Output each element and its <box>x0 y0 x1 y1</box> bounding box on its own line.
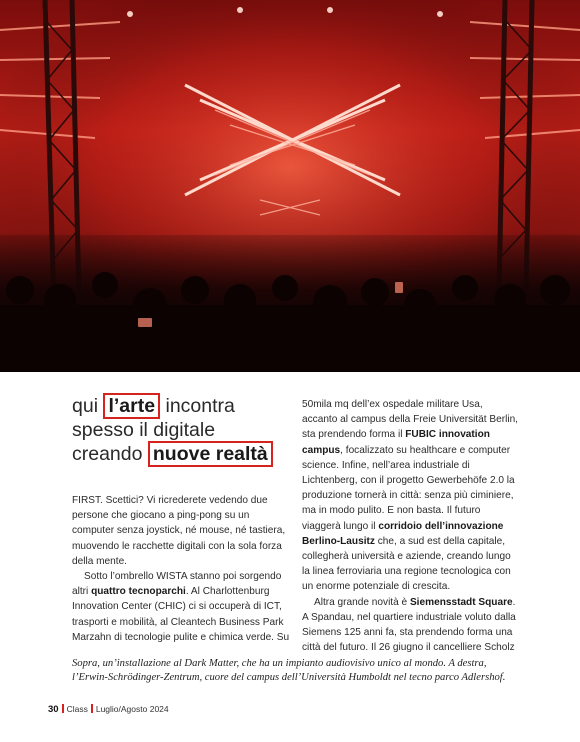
text-line: FIRST. Scettici? Vi ricrederete vedendo due <box>72 495 268 506</box>
text-line: Siemens 125 anni fa, sta prendendo forma una <box>302 627 513 639</box>
text-run: . <box>512 596 516 608</box>
bold-keyword: corridoio dell’innovazione <box>378 520 504 532</box>
pull-quote-text: incontra <box>160 395 235 417</box>
text-line: A Spandau, nel quartiere industriale voluto dalla <box>302 611 516 623</box>
text-line: la linea ferroviaria una regione tecnologica con <box>302 566 511 578</box>
text-line: della mente. <box>72 555 127 567</box>
text-line: computer senza joystick, né mouse, né tastiera, <box>72 525 286 537</box>
text-line: produzione tornerà in città: senza più ciminiere, <box>302 490 514 502</box>
paragraph <box>302 397 524 595</box>
paragraph <box>302 595 524 656</box>
text-run: . Al Charlottenburg <box>185 586 270 598</box>
text-run: che, a sud est della capitale, <box>374 535 506 547</box>
bold-keyword: Siemensstadt Square <box>409 596 513 608</box>
pull-quote-highlight: l’arte <box>103 393 160 419</box>
divider <box>62 704 64 713</box>
text-line: science. Infine, nell’area industriale di <box>302 459 470 471</box>
text-line: persone che giocano a ping-pong su un <box>72 510 250 522</box>
bold-keyword: FUBIC innovation <box>405 429 490 441</box>
bold-keyword: quattro tecnoparchi <box>91 586 186 598</box>
text-line: accanto al campus della Freie Universität Berlin, <box>302 414 518 426</box>
caption-line: Sopra, un’installazione al Dark Matter, che ha un impianto audiovisivo unico al mondo. A destra, <box>72 658 487 669</box>
text-line: Lichtenberg, con il progetto Gewerbehöfe 2.0 la <box>302 475 515 487</box>
issue-date: Luglio/Agosto 2024 <box>95 704 169 714</box>
text-run: viaggerà lungo il <box>302 520 379 532</box>
text-line: città del futuro. Il 26 giugno il cancelliere Scholz <box>302 642 515 654</box>
pull-quote <box>72 394 304 466</box>
bold-keyword: campus <box>302 444 341 456</box>
article-column-left <box>72 493 294 645</box>
text-line: 50mila mq dell’ex ospedale militare Usa, <box>302 399 483 410</box>
text-line: ma in modo pulito. E non basta. Il futuro <box>302 505 481 517</box>
article-column-right <box>302 397 524 655</box>
pull-quote-text: creando <box>72 443 148 465</box>
text-line: trasporti e mobilità, al Cleantech Business Park <box>72 616 284 628</box>
text-run: altri <box>72 586 92 598</box>
magazine-name: Class <box>66 704 88 714</box>
divider <box>91 704 93 713</box>
text-run: , focalizzato su healthcare e computer <box>340 444 511 456</box>
photo-caption <box>72 657 512 685</box>
text-line: Innovation Center (CHIC) ci si occuperà di ICT, <box>72 601 282 613</box>
text-line: un enorme potenziale di crescita. <box>302 581 451 593</box>
text-run: Altra grande novità è <box>314 596 410 608</box>
bold-keyword: Berlino-Lausitz <box>302 535 375 547</box>
pull-quote-text: spesso il digitale <box>72 419 216 441</box>
text-line: muovendo le racchette digitali con la sola forza <box>72 540 282 552</box>
page-footer <box>48 704 169 715</box>
pull-quote-highlight: nuove realtà <box>148 441 273 467</box>
paragraph <box>72 569 294 645</box>
pull-quote-text: qui <box>72 395 104 417</box>
caption-line: l’Erwin-Schrödinger-Zentrum, cuore del campus dell’Università Humboldt nel tecno parco Adlershof. <box>72 672 506 683</box>
page-number: 30 <box>48 704 59 715</box>
text-line: Sotto l’ombrello WISTA stanno poi sorgendo <box>84 571 282 583</box>
text-line: Marzahn di tecnologie pulite e chimica verde. Su <box>72 631 290 643</box>
text-line: collegherà università e aziende, creando lungo <box>302 551 511 563</box>
text-run: sta prendendo forma il <box>302 429 406 441</box>
paragraph <box>72 493 294 569</box>
